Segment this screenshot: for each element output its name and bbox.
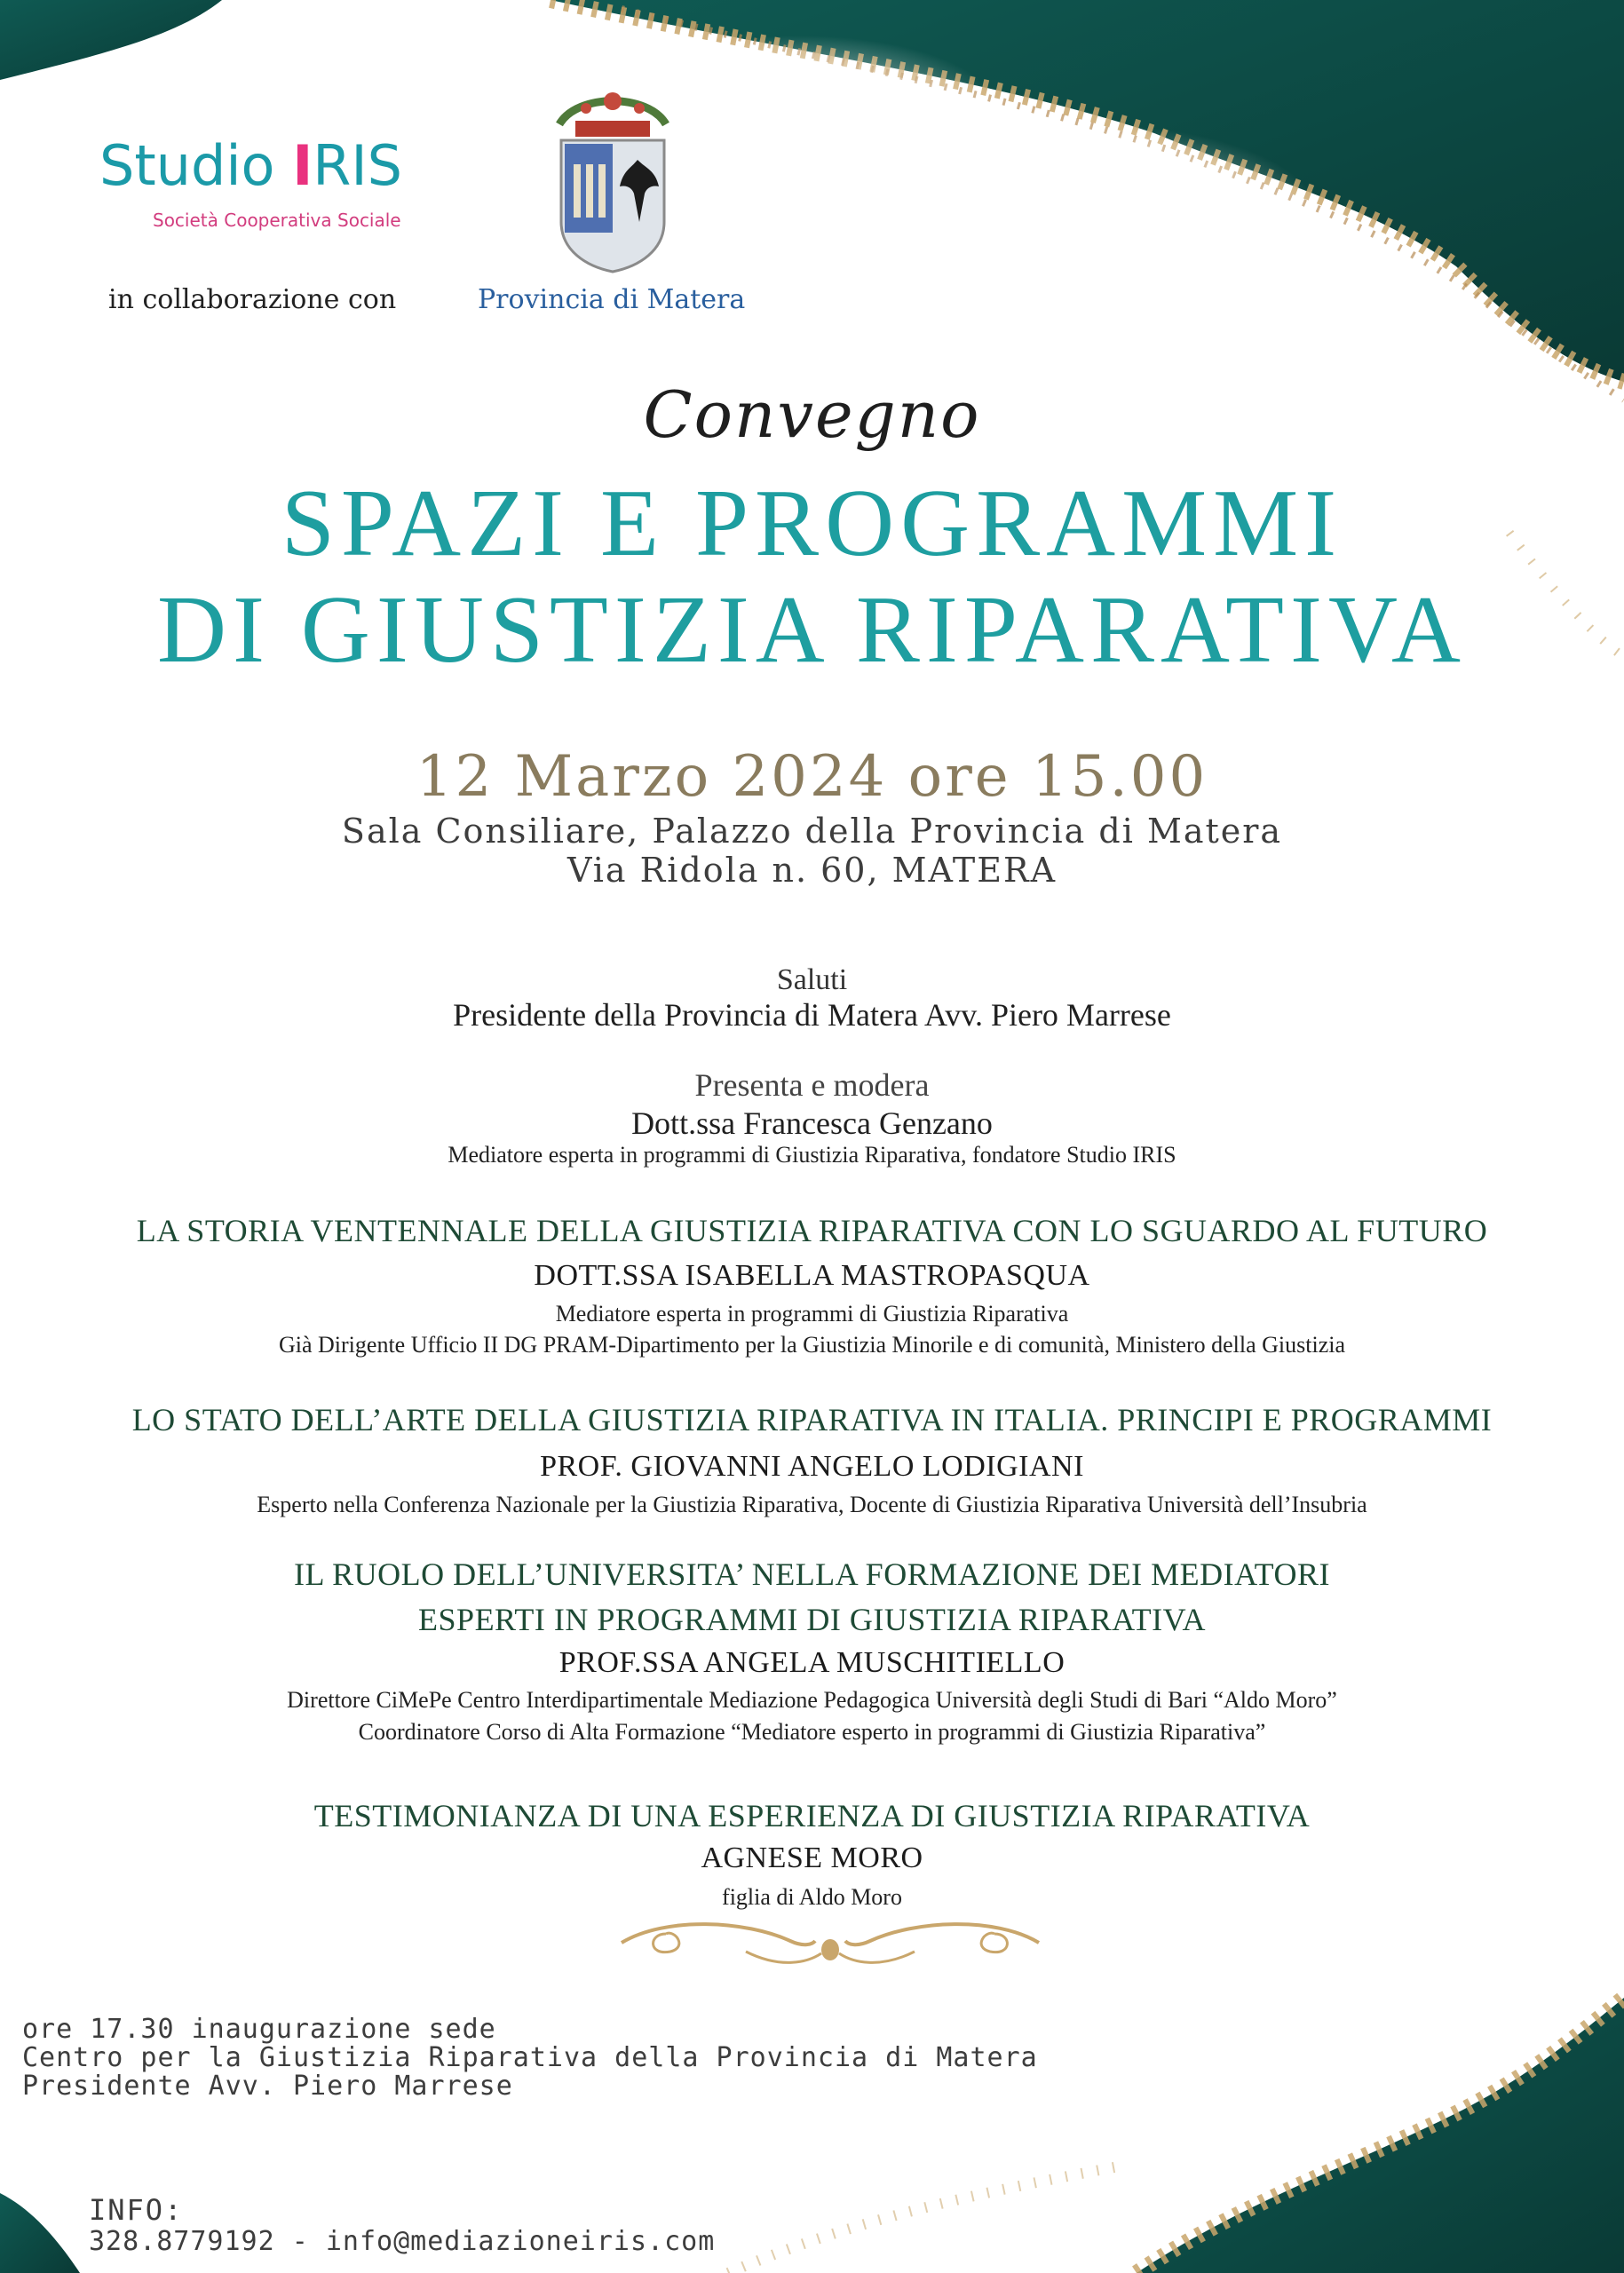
session-1-role: Mediatore esperta in programmi di Giustizia Riparativa [555, 1301, 1069, 1327]
session-4-role: figlia di Aldo Moro [722, 1884, 902, 1910]
info-label: INFO: [89, 2193, 184, 2227]
session-3-title: ESPERTI IN PROGRAMMI DI GIUSTIZIA RIPARATIVA [418, 1602, 1206, 1637]
session-1-role: Già Dirigente Ufficio II DG PRAM-Dipartimento per la Giustizia Minorile e di comunità, Ministero della Giustizia [278, 1332, 1346, 1358]
greetings-label: Saluti [776, 963, 848, 996]
collaboration-text: in collaborazione con [108, 284, 397, 315]
session-4-speaker: AGNESE MORO [701, 1841, 923, 1874]
session-3-role: Direttore CiMePe Centro Interdipartimentale Mediazione Pedagogica Università degli Studi di Bari “Aldo Moro” [287, 1687, 1337, 1713]
event-kind: Convegno [643, 377, 981, 452]
teal-band-bottom-right [1137, 1998, 1624, 2273]
session-1-title: LA STORIA VENTENNALE DELLA GIUSTIZIA RIPARATIVA CON LO SGUARDO AL FUTURO [136, 1213, 1488, 1248]
session-2-speaker: PROF. GIOVANNI ANGELO LODIGIANI [540, 1450, 1084, 1483]
moderator-label: Presenta e modera [694, 1067, 930, 1103]
session-4-title: TESTIMONIANZA DI UNA ESPERIENZA DI GIUSTIZIA RIPARATIVA [313, 1798, 1311, 1833]
inauguration-time: ore 17.30 inaugurazione sede [22, 2014, 496, 2045]
session-3-speaker: PROF.SSA ANGELA MUSCHITIELLO [558, 1646, 1066, 1679]
session-1-speaker: DOTT.SSA ISABELLA MASTROPASQUA [534, 1259, 1090, 1292]
partner-name: Provincia di Matera [478, 284, 746, 315]
event-date-time: 12 Marzo 2024 ore 15.00 [416, 744, 1208, 810]
coat-of-arms-icon [542, 89, 684, 275]
greetings-speaker: Presidente della Provincia di Matera Avv. Piero Marrese [453, 997, 1171, 1033]
session-2-title: LO STATO DELL’ARTE DELLA GIUSTIZIA RIPARATIVA IN ITALIA. PRINCIPI E PROGRAMMI [131, 1402, 1493, 1437]
moderator-name: Dott.ssa Francesca Genzano [631, 1105, 993, 1141]
gold-flourish-divider [613, 1907, 1048, 1978]
studio-iris-logo [99, 133, 437, 240]
event-title-line-2: DI GIUSTIZIA RIPARATIVA [156, 577, 1468, 683]
teal-corner-bottom-left [0, 2193, 80, 2273]
session-3-role: Coordinatore Corso di Alta Formazione “Mediatore esperto in programmi di Giustizia Riparativa” [358, 1719, 1266, 1745]
info-contact: 328.8779192 - info@mediazioneiris.com [89, 2226, 716, 2257]
inauguration-host: Presidente Avv. Piero Marrese [22, 2071, 513, 2102]
studio-iris-wordmark: Studio IRIS [99, 133, 402, 198]
session-2-role: Esperto nella Conferenza Nazionale per la Giustizia Riparativa, Docente di Giustizia Riparativa Università dell’Insubria [257, 1492, 1367, 1517]
moderator-role: Mediatore esperta in programmi di Giustizia Riparativa, fondatore Studio IRIS [448, 1142, 1176, 1168]
session-3-title: IL RUOLO DELL’UNIVERSITA’ NELLA FORMAZIONE DEI MEDIATORI [293, 1556, 1330, 1592]
event-venue-line-1: Sala Consiliare, Palazzo della Provincia di Matera [341, 812, 1283, 851]
studio-iris-subtitle: Società Cooperativa Sociale [153, 210, 401, 231]
event-venue-line-2: Via Ridola n. 60, MATERA [566, 851, 1058, 890]
event-title-line-1: SPAZI E PROGRAMMI [281, 471, 1343, 576]
inauguration-venue: Centro per la Giustizia Riparativa della Provincia di Matera [22, 2042, 1038, 2073]
teal-corner-top-left [0, 0, 222, 80]
